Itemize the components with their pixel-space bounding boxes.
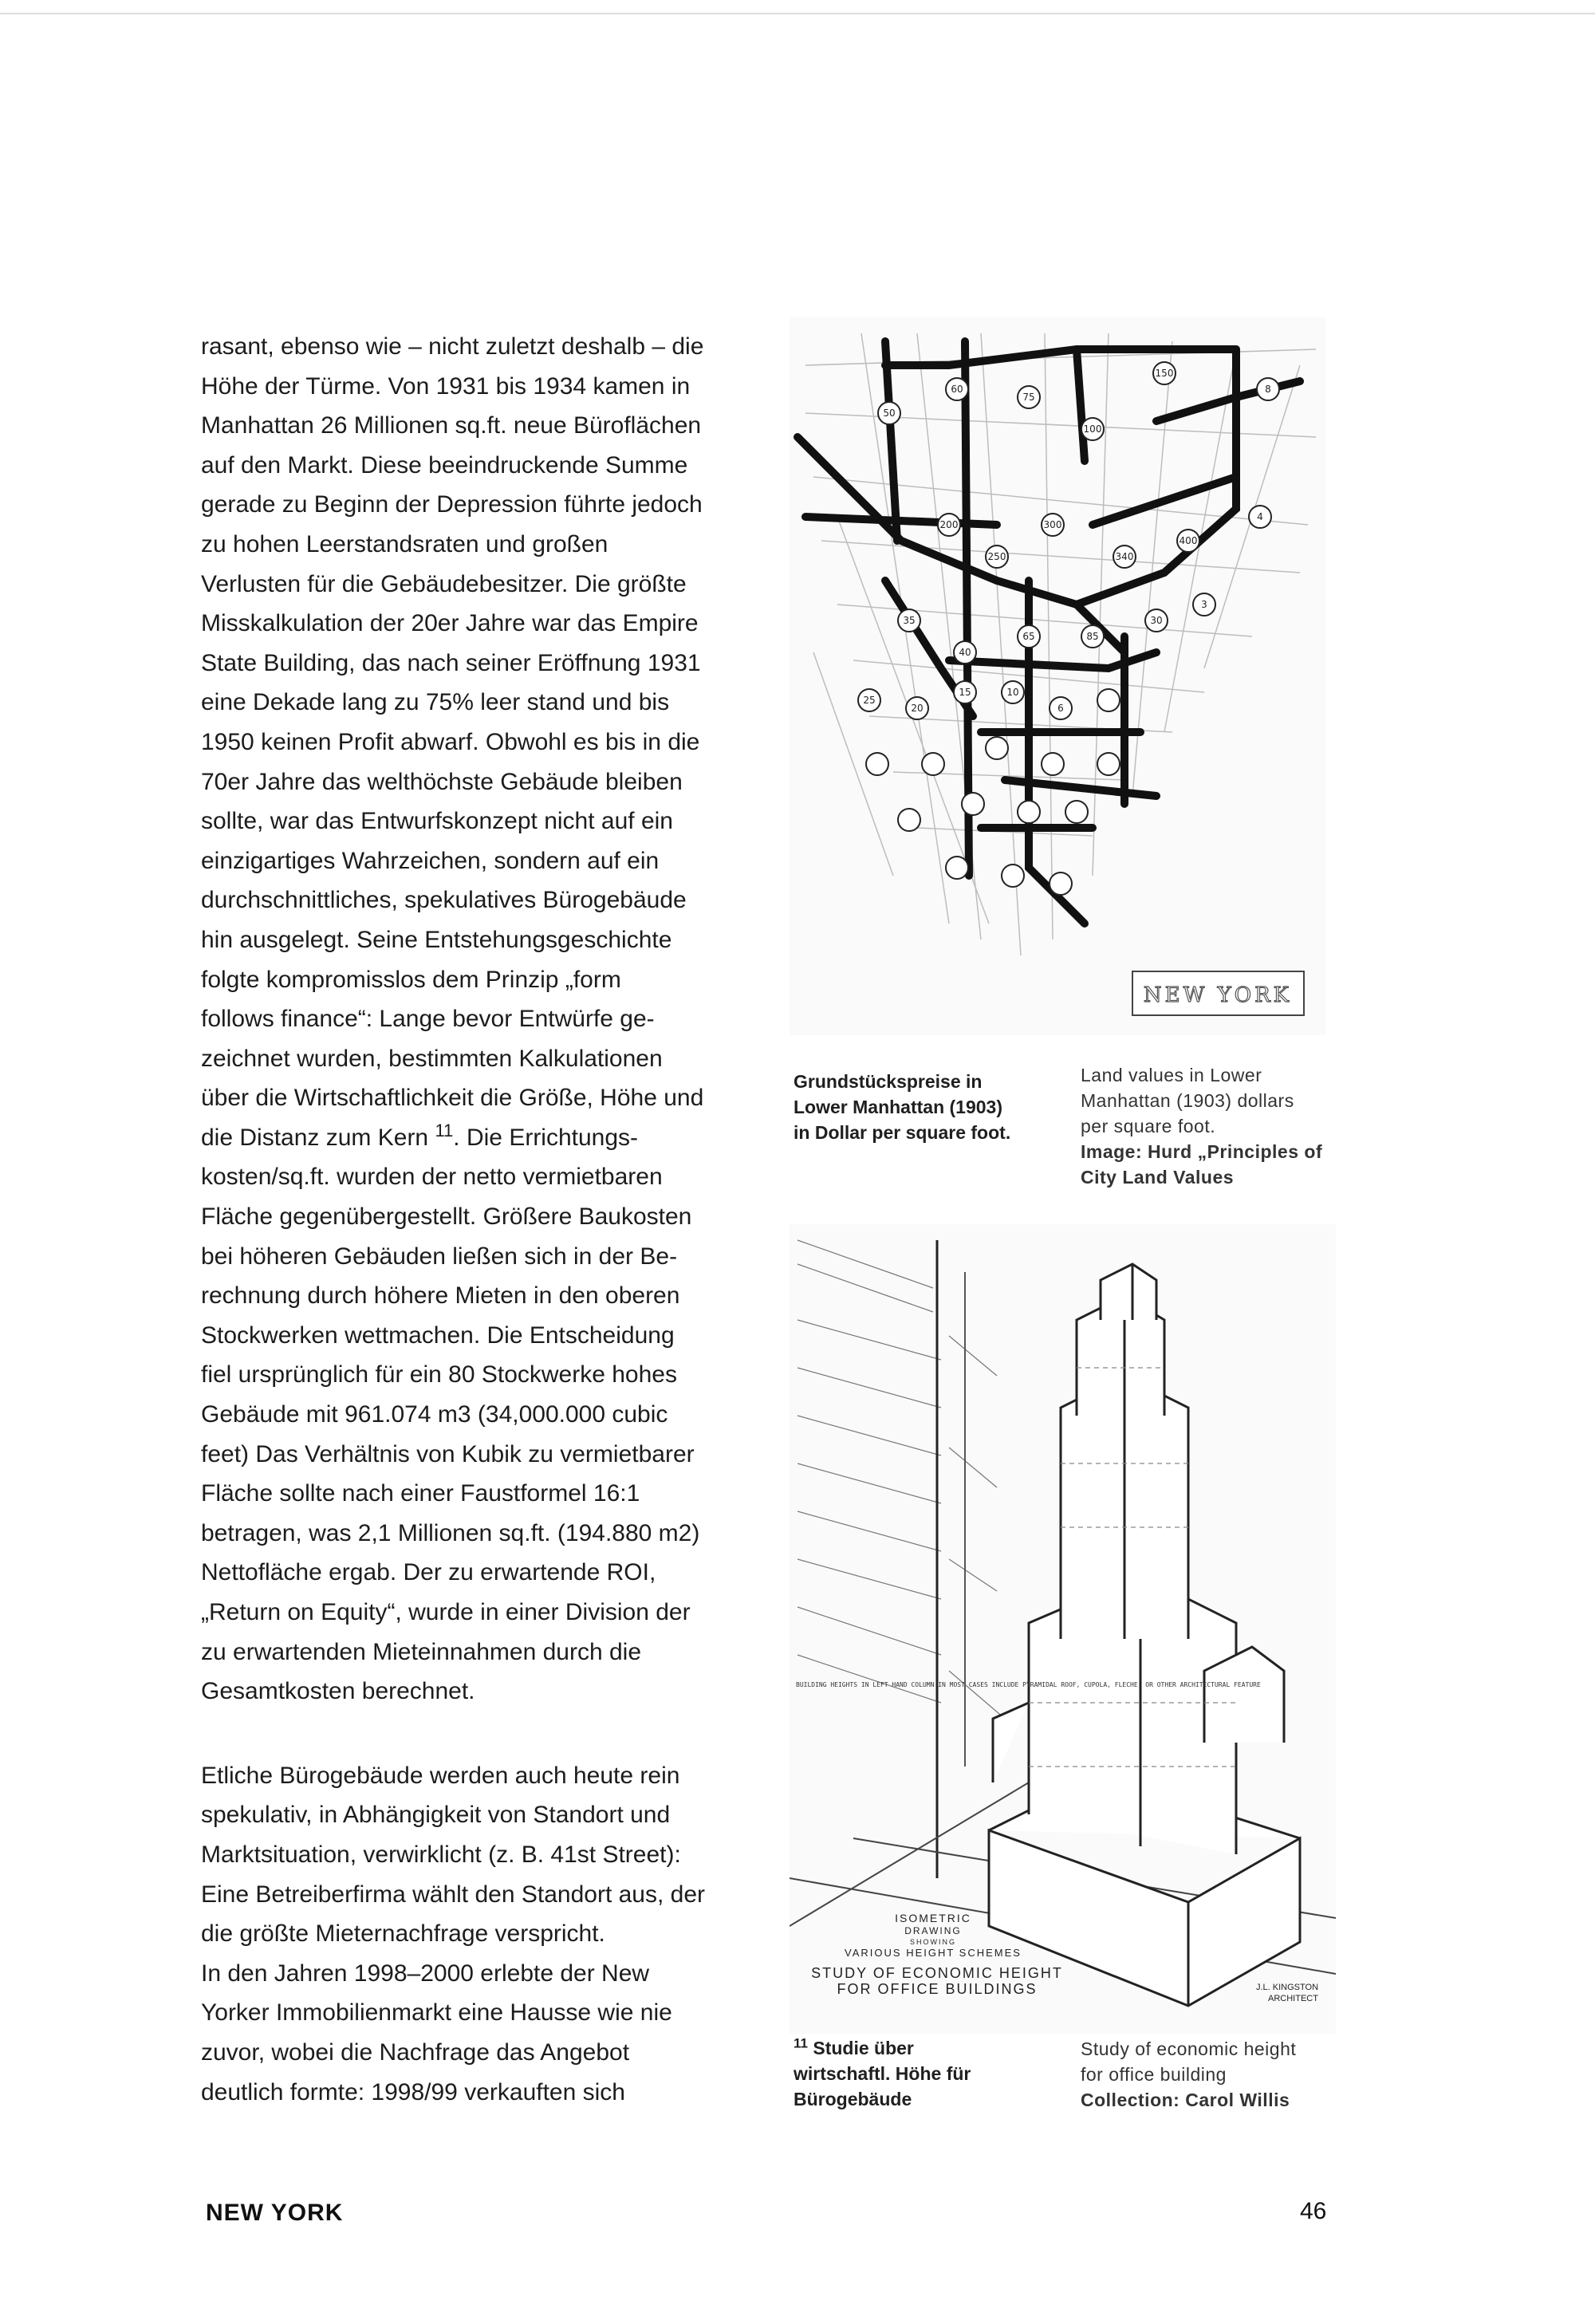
footer-section-title: NEW YORK: [206, 2200, 344, 2226]
drawing-title: DRAWING: [904, 1925, 962, 1936]
map-value: 4: [1257, 511, 1263, 522]
body-line: Manhattan 26 Millionen sq.ft. neue Büroflächen: [201, 412, 702, 439]
caption-line: Manhattan (1903) dollars: [1081, 1090, 1294, 1111]
body-line: auf den Markt. Diese beeindruckende Summe: [201, 451, 688, 479]
body-line: Misskalkulation der 20er Jahre war das Empire: [201, 610, 699, 637]
body-line: durchschnittliches, spekulatives Bürogebäude: [201, 887, 687, 914]
body-line: kosten/sq.ft. wurden der netto vermietbaren: [201, 1164, 663, 1191]
caption-line: Grundstückspreise in: [794, 1071, 983, 1092]
body-line: einzigartiges Wahrzeichen, sondern auf ein: [201, 847, 660, 874]
body-line: spekulativ, in Abhängigkeit von Standort und: [201, 1802, 671, 1829]
body-line: In den Jahren 1998–2000 erlebte der New: [201, 1960, 650, 1987]
body-line: bei höheren Gebäuden ließen sich in der Be-: [201, 1243, 678, 1270]
caption-line: per square foot.: [1081, 1116, 1216, 1136]
body-line: folgte kompromisslos dem Prinzip „form: [201, 966, 621, 993]
caption-credit: City Land Values: [1081, 1167, 1235, 1188]
drawing-title: ISOMETRIC: [895, 1912, 971, 1924]
body-line: hin ausgelegt. Seine Entstehungsgeschichte: [201, 926, 672, 953]
body-text: [201, 327, 743, 2112]
body-line: Gebäude mit 961.074 m3 (34,000.000 cubic: [201, 1401, 668, 1428]
isometric-drawing: [790, 1224, 1336, 2034]
figure1-caption-en: [1081, 1062, 1322, 1190]
map-value: 50: [883, 408, 896, 419]
caption-line: Study of economic height: [1081, 2038, 1297, 2059]
body-line: die größte Mieternachfrage verspricht.: [201, 1920, 605, 1948]
map-value: 40: [959, 647, 971, 658]
page-top-rule: [0, 13, 1595, 14]
caption-credit: Image: Hurd „Principles of: [1081, 1141, 1323, 1162]
map-value: 30: [1150, 615, 1163, 626]
body-line: fiel ursprünglich für ein 80 Stockwerke hohes: [201, 1361, 677, 1388]
caption-text: Studie über: [813, 2038, 914, 2058]
body-line: zuvor, wobei die Nachfrage das Angebot: [201, 2038, 630, 2066]
caption-line: Land values in Lower: [1081, 1065, 1262, 1085]
body-line: rechnung durch höhere Mieten in den oberen: [201, 1282, 680, 1310]
body-line: deutlich formte: 1998/99 verkauften sich: [201, 2078, 625, 2105]
map-value: 300: [1043, 519, 1062, 530]
body-line: Gesamtkosten berechnet.: [201, 1678, 475, 1705]
caption-line: Lower Manhattan (1903): [794, 1097, 1002, 1117]
body-line: gerade zu Beginn der Depression führte jedoch: [201, 491, 703, 518]
paragraph-2: [201, 1756, 743, 2112]
body-line: Stockwerken wettmachen. Die Entscheidung: [201, 1322, 675, 1349]
body-line: Etliche Bürogebäude werden auch heute rein: [201, 1762, 680, 1789]
body-line: Yorker Immobilienmarkt eine Hausse wie nie: [201, 1999, 672, 2027]
body-line: eine Dekade lang zu 75% leer stand und bis: [201, 689, 670, 716]
map-value: 150: [1155, 368, 1174, 379]
map-value: 35: [903, 615, 916, 626]
body-line: 70er Jahre das welthöchste Gebäude bleiben: [201, 768, 683, 795]
body-line: Verlusten für die Gebäudebesitzer. Die größte: [201, 570, 687, 597]
legend-note: BUILDING HEIGHTS IN LEFT HAND COLUMN IN MOST CASES INCLUDE PYRAMIDAL ROOF, CUPOLA, FLECHE, OR OTHER ARCHITECTURAL FEATURE: [796, 1681, 1261, 1688]
body-line: „Return on Equity“, wurde in einer Division der: [201, 1599, 691, 1625]
body-line: feet) Das Verhältnis von Kubik zu vermietbarer: [201, 1440, 695, 1467]
body-line: follows finance“: Lange bevor Entwürfe ge-: [201, 1006, 655, 1033]
page-number: 46: [1300, 2198, 1327, 2224]
body-line: zu hohen Leerstandsraten und großen: [201, 530, 608, 557]
body-line: State Building, das nach seiner Eröffnung 1931: [201, 649, 701, 676]
land-values-map: [790, 317, 1325, 1035]
map-value: 6: [1057, 703, 1064, 714]
body-line-text: . Die Errichtungs-: [453, 1124, 639, 1151]
body-line: zu erwartenden Mieteinnahmen durch die: [201, 1638, 641, 1665]
body-line: Fläche sollte nach einer Faustformel 16:1: [201, 1480, 640, 1507]
figure2-caption-de: [794, 2035, 971, 2112]
map-value: 100: [1083, 423, 1102, 435]
map-value: 250: [987, 551, 1006, 562]
map-value: 8: [1265, 384, 1271, 395]
map-value: 65: [1022, 631, 1035, 642]
body-line: Marktsituation, verwirklicht (z. B. 41st Street):: [201, 1841, 681, 1868]
paragraph-1: [201, 327, 743, 1711]
figure1-caption-de: [794, 1069, 1010, 1145]
drawing-title: VARIOUS HEIGHT SCHEMES: [845, 1947, 1022, 1959]
map-value: 3: [1201, 599, 1207, 610]
body-line: betragen, was 2,1 Millionen sq.ft. (194.880 m2): [201, 1519, 700, 1546]
architect-name: J.L. KINGSTON: [1256, 1983, 1319, 1992]
footnote-number: 11: [794, 2035, 808, 2051]
caption-line: in Dollar per square foot.: [794, 1122, 1011, 1143]
map-value: 75: [1022, 392, 1035, 403]
isometric-height-study: [790, 1224, 1336, 2034]
body-line: Nettofläche ergab. Der zu erwartende ROI,: [201, 1559, 656, 1586]
body-line: über die Wirtschaftlichkeit die Größe, Höhe und: [201, 1085, 704, 1112]
caption-line: [794, 2035, 971, 2061]
body-line: zeichnet wurden, bestimmten Kalkulationen: [201, 1045, 663, 1072]
map-value: 10: [1006, 687, 1019, 698]
body-line: sollte, war das Entwurfskonzept nicht auf ein: [201, 808, 673, 835]
map-value: 25: [863, 695, 876, 706]
map-value: 85: [1086, 631, 1099, 642]
body-line: Fläche gegenübergestellt. Größere Baukosten: [201, 1203, 692, 1231]
map-value: 200: [939, 519, 959, 530]
caption-line: wirtschaftl. Höhe für: [794, 2063, 971, 2084]
body-line: 1950 keinen Profit abwarf. Obwohl es bis in die: [201, 728, 700, 755]
map-value: 340: [1115, 551, 1134, 562]
architect-title: ARCHITECT: [1268, 1994, 1318, 2003]
body-line-text: die Distanz zum Kern: [201, 1124, 435, 1151]
drawing-title: SHOWING: [910, 1938, 956, 1946]
map-value: 60: [951, 384, 963, 395]
land-values-map-drawing: [790, 317, 1325, 1035]
caption-line: Bürogebäude: [794, 2089, 912, 2109]
caption-line: for office building: [1081, 2064, 1227, 2085]
figure2-caption-en: [1081, 2036, 1296, 2113]
body-line: Höhe der Türme. Von 1931 bis 1934 kamen in: [201, 372, 691, 400]
body-line-footnote: [201, 1118, 743, 1158]
map-label: NEW YORK: [1143, 983, 1293, 1007]
body-line: rasant, ebenso wie – nicht zuletzt deshalb – die: [201, 333, 704, 360]
study-title: STUDY OF ECONOMIC HEIGHT: [811, 1965, 1063, 1981]
study-title: FOR OFFICE BUILDINGS: [837, 1981, 1038, 1997]
caption-credit: Collection: Carol Willis: [1081, 2090, 1290, 2110]
body-line: Eine Betreiberfirma wählt den Standort aus, der: [201, 1881, 706, 1908]
footnote-ref[interactable]: 11: [435, 1120, 454, 1140]
map-value: 400: [1179, 535, 1198, 546]
map-value: 20: [911, 703, 924, 714]
map-value: 15: [959, 687, 971, 698]
